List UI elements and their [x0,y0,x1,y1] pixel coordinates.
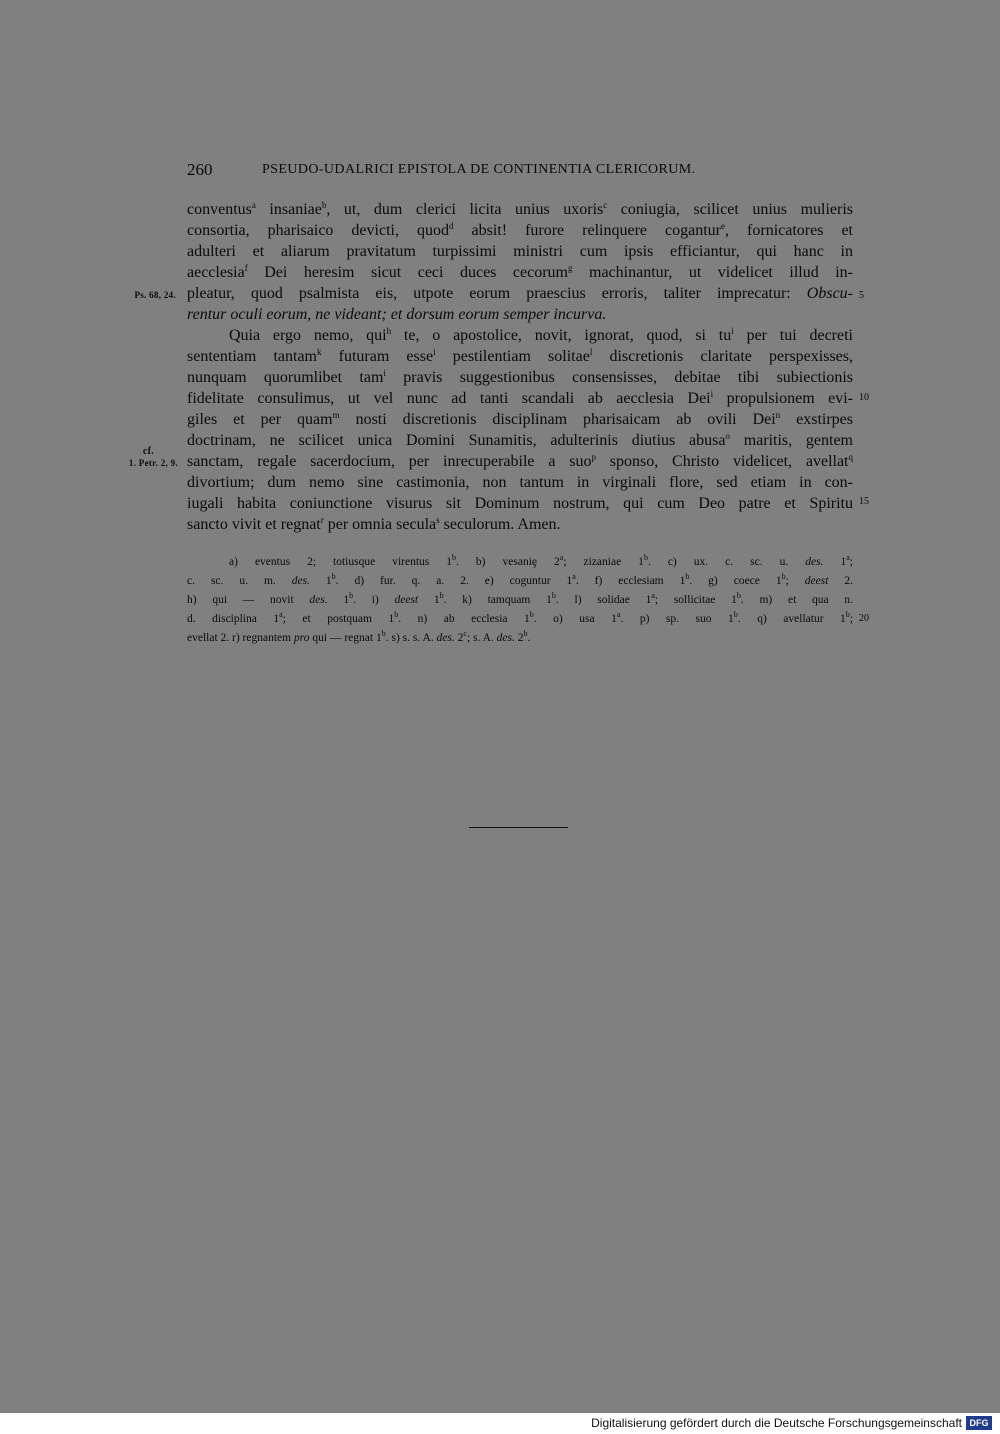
running-title: PSEUDO-UDALRICI EPISTOLA DE CONTINENTIA CLERICORUM. [262,162,696,177]
dfg-logo-icon: DFG [966,1416,992,1430]
page-header [187,160,767,184]
text-line: Quia ergo nemo, qui$^h$ te, o apostolice, novit, ignorat, quod, si $tu^i$ per tui decreti [229,326,853,344]
text-line: rentur oculi eorum, ne videant; et dorsum eorum semper incurva. [187,306,607,323]
margin-ref-psalm: Ps. 68, 24. [134,290,176,300]
text-line: conventus$^a$ insaniae$^b$, ut, dum clerici licita unius uxoris$^c$ coniugia, scilicet unius mulieris [187,200,854,218]
line-number-15: 15 [859,496,869,507]
text-line: sententiam tantam$^k$ futuram esse$^i$ pestilentiam solitae$^l$ discretionis claritate perspexisses, [187,347,853,365]
text-line: doctrinam, ne scilicet unica Domini Sunamitis, adulterinis diutius abusa$^o$ maritis, gentem [187,431,854,449]
text-line: sanctam, regale sacerdocium, per inrecuperabile a suo$^p$ sponso, Christo videlicet, avellat$^q$ [187,452,854,470]
text-line: giles et per quam$^m$ nosti discretionis disciplinam pharisaicam ab ovili Dei$^n$ exstirpes [187,410,853,428]
text-line: divortium; dum nemo sine castimonia, non tantum in virginali flore, sed etiam in con- [187,474,853,491]
line-number-5: 5 [859,290,864,301]
text-line: sancto vivit et regnat$^r$ per omnia secula$^s$ seculorum. Amen. [187,515,561,533]
digitization-footer [0,1413,1000,1434]
line-number-20: 20 [859,613,869,624]
margin-ref-petr: 1. Petr. 2, 9. [128,458,178,468]
text-line: consortia, pharisaico devicti, quod$^d$ absit! furore relinquere cogantur$^e$, fornicatores et [187,221,853,239]
text-line: nunquam quorumlibet tam$^i$ pravis suggestionibus consensisses, debitae tibi subiectionis [187,368,853,386]
footnote-line: evellat 2. r) regnantem pro qui — regnat 1$^b$. s) s. s. A. des. 2$^c$; s. A. des. 2$^b$. [187,629,531,644]
footnote-line: c. sc. u. m. des. 1$^b$. d) fur. q. a. 2. e) coguntur 1$^a$. f) ecclesiam 1$^b$. g) coece 1$^b$; deest 2. [187,572,854,587]
page-number: 260 [187,160,213,179]
text-line: adulteri et aliarum pravitatum turpissimi ministri cum ipsis efficiantur, qui hanc in [187,243,853,260]
footnote-line: a) eventus 2; totiusque virentus 1$^b$. b) vesaniȩ 2$^a$; zizaniae 1$^b$. c) ux. c. sc. u. des. 1$^a$; [229,553,853,568]
text-line: aecclesia$^f$ Dei heresim sicut ceci duces cecorum$^g$ machinantur, ut videlicet illud in- [187,263,853,281]
text-line: iugali habita coniunctione visurus sit Dominum nostrum, qui cum Deo patre et Spiritu [187,495,853,512]
footnote-line: d. disciplina 1$^a$; et postquam 1$^b$. n) ab ecclesia 1$^b$. o) usa 1$^a$. p) sp. suo 1$^b$. q) avellatur 1$^b$; [187,610,854,625]
digitization-credit: Digitalisierung gefördert durch die Deutsche Forschungsgemeinschaft [591,1416,962,1430]
line-number-10: 10 [859,392,869,403]
margin-ref-cf: cf. [142,446,154,457]
footnote-line: h) qui — novit des. 1$^b$. i) deest 1$^b$. k) tamquam 1$^b$. l) solidae 1$^a$; sollicitae 1$^b$. m) et qua n. [187,591,853,606]
text-line: fidelitate consulimus, ut vel nunc ad tanti scandali ab aecclesia Dei$^i$ propulsionem evi- [187,389,854,407]
text-line: pleatur, quod psalmista eis, utpote eorum praescius erroris, taliter imprecatur: Obscu- [187,285,853,302]
separator-rule [469,827,568,828]
